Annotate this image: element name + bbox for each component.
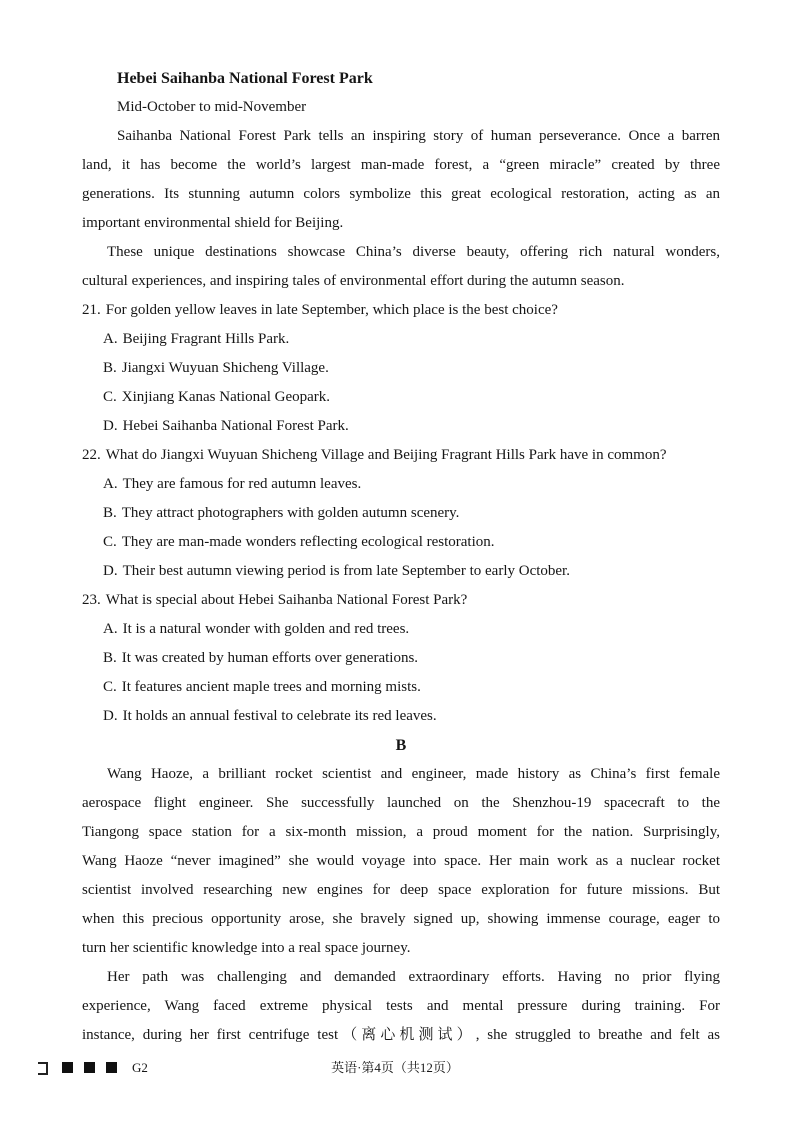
option-text: Their best autumn viewing period is from late September to early October. bbox=[122, 563, 570, 579]
paragraph-line: Tiangong space station for a six-month mission, a proud moment for the nation. Surprisingly, bbox=[82, 824, 720, 840]
option bbox=[82, 644, 720, 673]
option-letter: D. bbox=[103, 418, 118, 434]
paragraph bbox=[82, 760, 720, 963]
option-letter: A. bbox=[103, 621, 118, 637]
paragraph bbox=[82, 122, 720, 238]
question bbox=[82, 441, 720, 586]
footer-code: G2 bbox=[132, 1060, 148, 1075]
option-text: Hebei Saihanba National Forest Park. bbox=[122, 418, 349, 434]
option-text: They attract photographers with golden autumn scenery. bbox=[121, 505, 460, 521]
question-number: 23. bbox=[82, 592, 101, 608]
paragraph-line: experience, Wang faced extreme physical tests and mental pressure during training. For bbox=[82, 998, 720, 1014]
option-text: It holds an annual festival to celebrate its red leaves. bbox=[122, 708, 437, 724]
option-letter: D. bbox=[103, 563, 118, 579]
option bbox=[82, 412, 720, 441]
paragraph-line: scientist involved researching new engines for deep space exploration for future missions. But bbox=[82, 882, 720, 898]
option-letter: A. bbox=[103, 476, 118, 492]
option-letter: C. bbox=[103, 534, 117, 550]
option-text: Jiangxi Wuyuan Shicheng Village. bbox=[121, 360, 329, 376]
option bbox=[82, 499, 720, 528]
paragraph-line: These unique destinations showcase China’s diverse beauty, offering rich natural wonders, bbox=[107, 244, 720, 260]
option-text: It was created by human efforts over generations. bbox=[121, 650, 419, 666]
option bbox=[82, 354, 720, 383]
option-text: They are famous for red autumn leaves. bbox=[122, 476, 362, 492]
footer-page-label: 英语·第4页（共12页） bbox=[331, 1060, 459, 1075]
paragraph-line: instance, during her first centrifuge test（离心机测试）, she struggled to breathe and felt as bbox=[82, 1027, 720, 1043]
option bbox=[82, 702, 720, 731]
paragraph bbox=[82, 238, 720, 296]
paragraph-line: land, it has become the world’s largest man-made forest, a “green miracle” created by three bbox=[82, 157, 720, 173]
option bbox=[82, 673, 720, 702]
option-letter: C. bbox=[103, 679, 117, 695]
paragraph bbox=[82, 963, 720, 1050]
option-letter: B. bbox=[103, 505, 117, 521]
question-stem: For golden yellow leaves in late September, which place is the best choice? bbox=[105, 302, 558, 318]
paragraph-line: Wang Haoze, a brilliant rocket scientist and engineer, made history as China’s first female bbox=[107, 766, 720, 782]
paragraph-line: Saihanba National Forest Park tells an inspiring story of human perseverance. Once a barren bbox=[117, 128, 720, 144]
paragraph-line: turn her scientific knowledge into a real space journey. bbox=[82, 940, 411, 956]
option bbox=[82, 528, 720, 557]
page-footer bbox=[0, 1056, 800, 1080]
option bbox=[82, 325, 720, 354]
passage-heading: Hebei Saihanba National Forest Park bbox=[117, 70, 373, 87]
option-text: It features ancient maple trees and morning mists. bbox=[121, 679, 421, 695]
paragraph-line: Wang Haoze “never imagined” she would voyage into space. Her main work as a nuclear rocket bbox=[82, 853, 720, 869]
option bbox=[82, 615, 720, 644]
question-stem: What do Jiangxi Wuyuan Shicheng Village and Beijing Fragrant Hills Park have in common? bbox=[105, 447, 667, 463]
question-stem: What is special about Hebei Saihanba National Forest Park? bbox=[105, 592, 468, 608]
passage-a bbox=[82, 64, 720, 296]
section-label: B bbox=[395, 737, 407, 754]
question bbox=[82, 586, 720, 731]
passage-b bbox=[82, 731, 720, 1050]
option-text: Beijing Fragrant Hills Park. bbox=[122, 331, 290, 347]
option bbox=[82, 383, 720, 412]
paragraph-line: when this precious opportunity arose, she bravely signed up, showing immense courage, eager to bbox=[82, 911, 720, 927]
paragraph-line: Her path was challenging and demanded extraordinary efforts. Having no prior flying bbox=[107, 969, 720, 985]
page-content bbox=[82, 64, 720, 1050]
paragraph-line: cultural experiences, and inspiring tales of environmental effort during the autumn season. bbox=[82, 273, 625, 289]
option-letter: B. bbox=[103, 650, 117, 666]
paragraph-line: generations. Its stunning autumn colors symbolize this great ecological restoration, acting as an bbox=[82, 186, 720, 202]
paragraph-line: important environmental shield for Beijing. bbox=[82, 215, 344, 231]
option-letter: B. bbox=[103, 360, 117, 376]
question-stem-line bbox=[82, 586, 720, 615]
question-number: 21. bbox=[82, 302, 101, 318]
paragraph-line: aerospace flight engineer. She successfully launched on the Shenzhou-19 spacecraft to the bbox=[82, 795, 720, 811]
option-letter: A. bbox=[103, 331, 118, 347]
passage-period: Mid-October to mid-November bbox=[117, 99, 307, 115]
option-letter: D. bbox=[103, 708, 118, 724]
question-stem-line bbox=[82, 441, 720, 470]
option bbox=[82, 557, 720, 586]
question bbox=[82, 296, 720, 441]
option-text: Xinjiang Kanas National Geopark. bbox=[121, 389, 331, 405]
question-stem-line bbox=[82, 296, 720, 325]
option bbox=[82, 470, 720, 499]
option-text: It is a natural wonder with golden and red trees. bbox=[122, 621, 410, 637]
option-letter: C. bbox=[103, 389, 117, 405]
question-number: 22. bbox=[82, 447, 101, 463]
option-text: They are man-made wonders reflecting ecological restoration. bbox=[121, 534, 495, 550]
